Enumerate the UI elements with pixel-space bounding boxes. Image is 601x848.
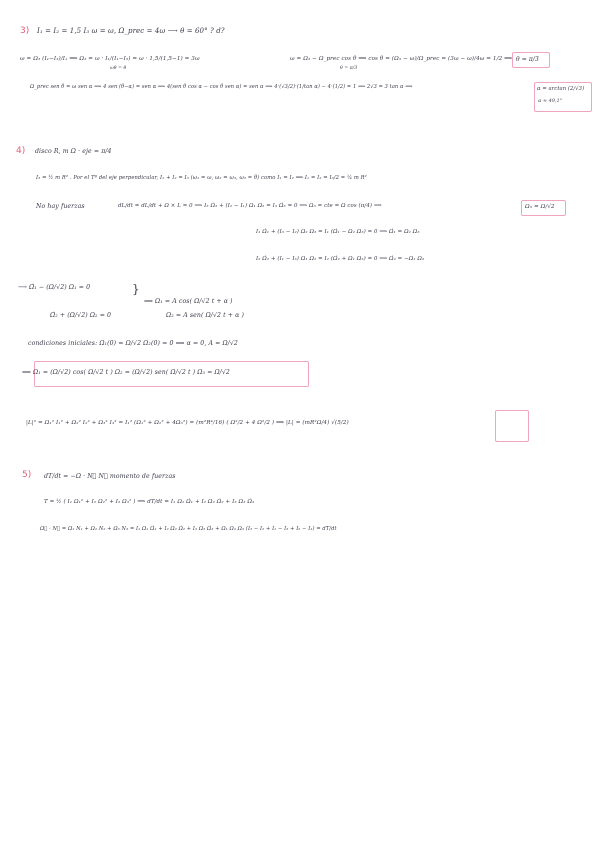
answer-box [521, 200, 566, 216]
equation: I₂ Ω̇₂ + (I₁ − I₃) Ω₁ Ω₃ = I₂ (Ω̇₂ + Ω₁ Ω₃) = 0 ⟹ Ω̇₂ = −Ω₁ Ω₃ [256, 256, 425, 262]
equation: ω = Ω₃ (I₁−I₃)/I₁ ⟹ Ω₃ = ω · I₁/(I₁−I₃) = ω · 1,5/(1,5−1) = 3ω [20, 56, 200, 62]
problem-number: 3) [20, 26, 30, 36]
problem-number: 5) [22, 470, 32, 480]
label: No hay fuerzas [36, 203, 85, 210]
equation: dL/dt = dL/dt + Ω × L = 0 ⟹ I₃ Ω̇₃ + (I₂ − I₁) Ω₁ Ω₂ = I₃ Ω̇₃ = 0 ⟹ Ω₃ = cte = Ω cos (π/4) ⟹ [118, 203, 382, 209]
equation: Ω₂ = A sen( Ω/√2 t + α ) [166, 312, 244, 319]
equation-note: ωθ = θ [110, 66, 127, 71]
problem-given: disco R, m Ω · eje = π/4 [35, 148, 112, 155]
equation: ⟹ Ω₁ = (Ω/√2) cos( Ω/√2 t ) Ω₂ = (Ω/√2) sen( Ω/√2 t ) Ω₃ = Ω/√2 [22, 369, 230, 376]
problem-header: dT/dt = −Ω · N⃗ N⃗ momento de fuerzas [44, 473, 176, 480]
answer-box [512, 52, 550, 68]
problem-number: 4) [16, 146, 26, 156]
equation: ⟹ Ω₁ = A cos( Ω/√2 t + α ) [144, 298, 233, 305]
answer-box [534, 82, 592, 112]
answer-alpha-note: α ≈ 49,1° [538, 99, 563, 104]
answer-omega3: Ω₃ = Ω/√2 [525, 204, 555, 210]
equation: |L|² = Ω₁² I₁² + Ω₂² I₂² + Ω₃² I₃² = I₁² (Ω₁² + Ω₂² + 4Ω₃²) = (m²R⁴/16) ( Ω²/2 + 4 Ω²/2 ) ⟹ |L| = (mR²Ω/4) √(5/2) [26, 420, 349, 426]
equation: T = ½ ( I₁ Ω₁² + I₂ Ω₂² + I₃ Ω₃² ) ⟹ dT/dt = I₁ Ω₁ Ω̇₁ + I₂ Ω₂ Ω̇₂ + I₃ Ω₃ Ω̇₃ [44, 499, 255, 505]
equation: ω = Ω₃ − Ω_prec cos θ ⟹ cos θ = (Ω₃ − ω)/Ω_prec = (3ω − ω)/4ω = 1/2 ⟹ [290, 56, 513, 62]
answer-alpha: α = arctan (2/√3) [537, 86, 585, 92]
equation: Ω⃗ · N⃗ = Ω₁ N₁ + Ω₂ N₂ + Ω₃ N₃ = I₁ Ω₁ Ω̇₁ + I₂ Ω₂ Ω̇₂ + I₃ Ω₃ Ω̇₃ + Ω₁ Ω₂ Ω₃ (I₃ − I₂ + I₁ − I₃ + I₂ − I₁) = dT/dt [40, 526, 337, 532]
problem-given: I₁ = I₂ = 1,5 I₃ ω = ω, Ω_prec = 4ω ⟶ θ = 60° ? d? [37, 27, 225, 35]
equation: I₁ Ω̇₁ + (I₃ − I₂) Ω₂ Ω₃ = I₁ (Ω̇₁ − Ω₂ Ω₃) = 0 ⟹ Ω̇₁ = Ω₂ Ω₃ [256, 229, 420, 235]
equation: Ω̈₂ + (Ω/√2) Ω₂ = 0 [50, 312, 112, 319]
equation-note: θ = π/3 [340, 66, 358, 71]
equation: condiciones iniciales: Ω₁(0) = Ω/√2 Ω₂(0) = 0 ⟹ α = 0, A = Ω/√2 [28, 340, 238, 347]
answer-theta: θ = π/3 [516, 56, 539, 63]
brace: } [132, 282, 140, 296]
answer-box [495, 410, 529, 442]
equation: I₃ = ½ m R² . Por el Tª del eje perpendicular, I₁ + I₂ = I₃ (ω₁ = ω, ω₂ = ω₃, ω₃ = θ) como I₁ = I₂ ⟹ I₁ = I₂ = I₃/2 = ¼ m R² [36, 175, 367, 181]
equation: Ω_prec sen θ = ω sen α ⟹ 4 sen (θ−α) = sen α ⟹ 4(sen θ cos α − cos θ sen α) = sen α ⟹ 4·(√3/2)·(1/tan α) − 4·(1/2) = 1 ⟹ 2√3 = 3 tan α ⟹ [30, 84, 413, 90]
equation: ⟶ Ω̈₁ − (Ω/√2) Ω₁ = 0 [18, 284, 91, 291]
